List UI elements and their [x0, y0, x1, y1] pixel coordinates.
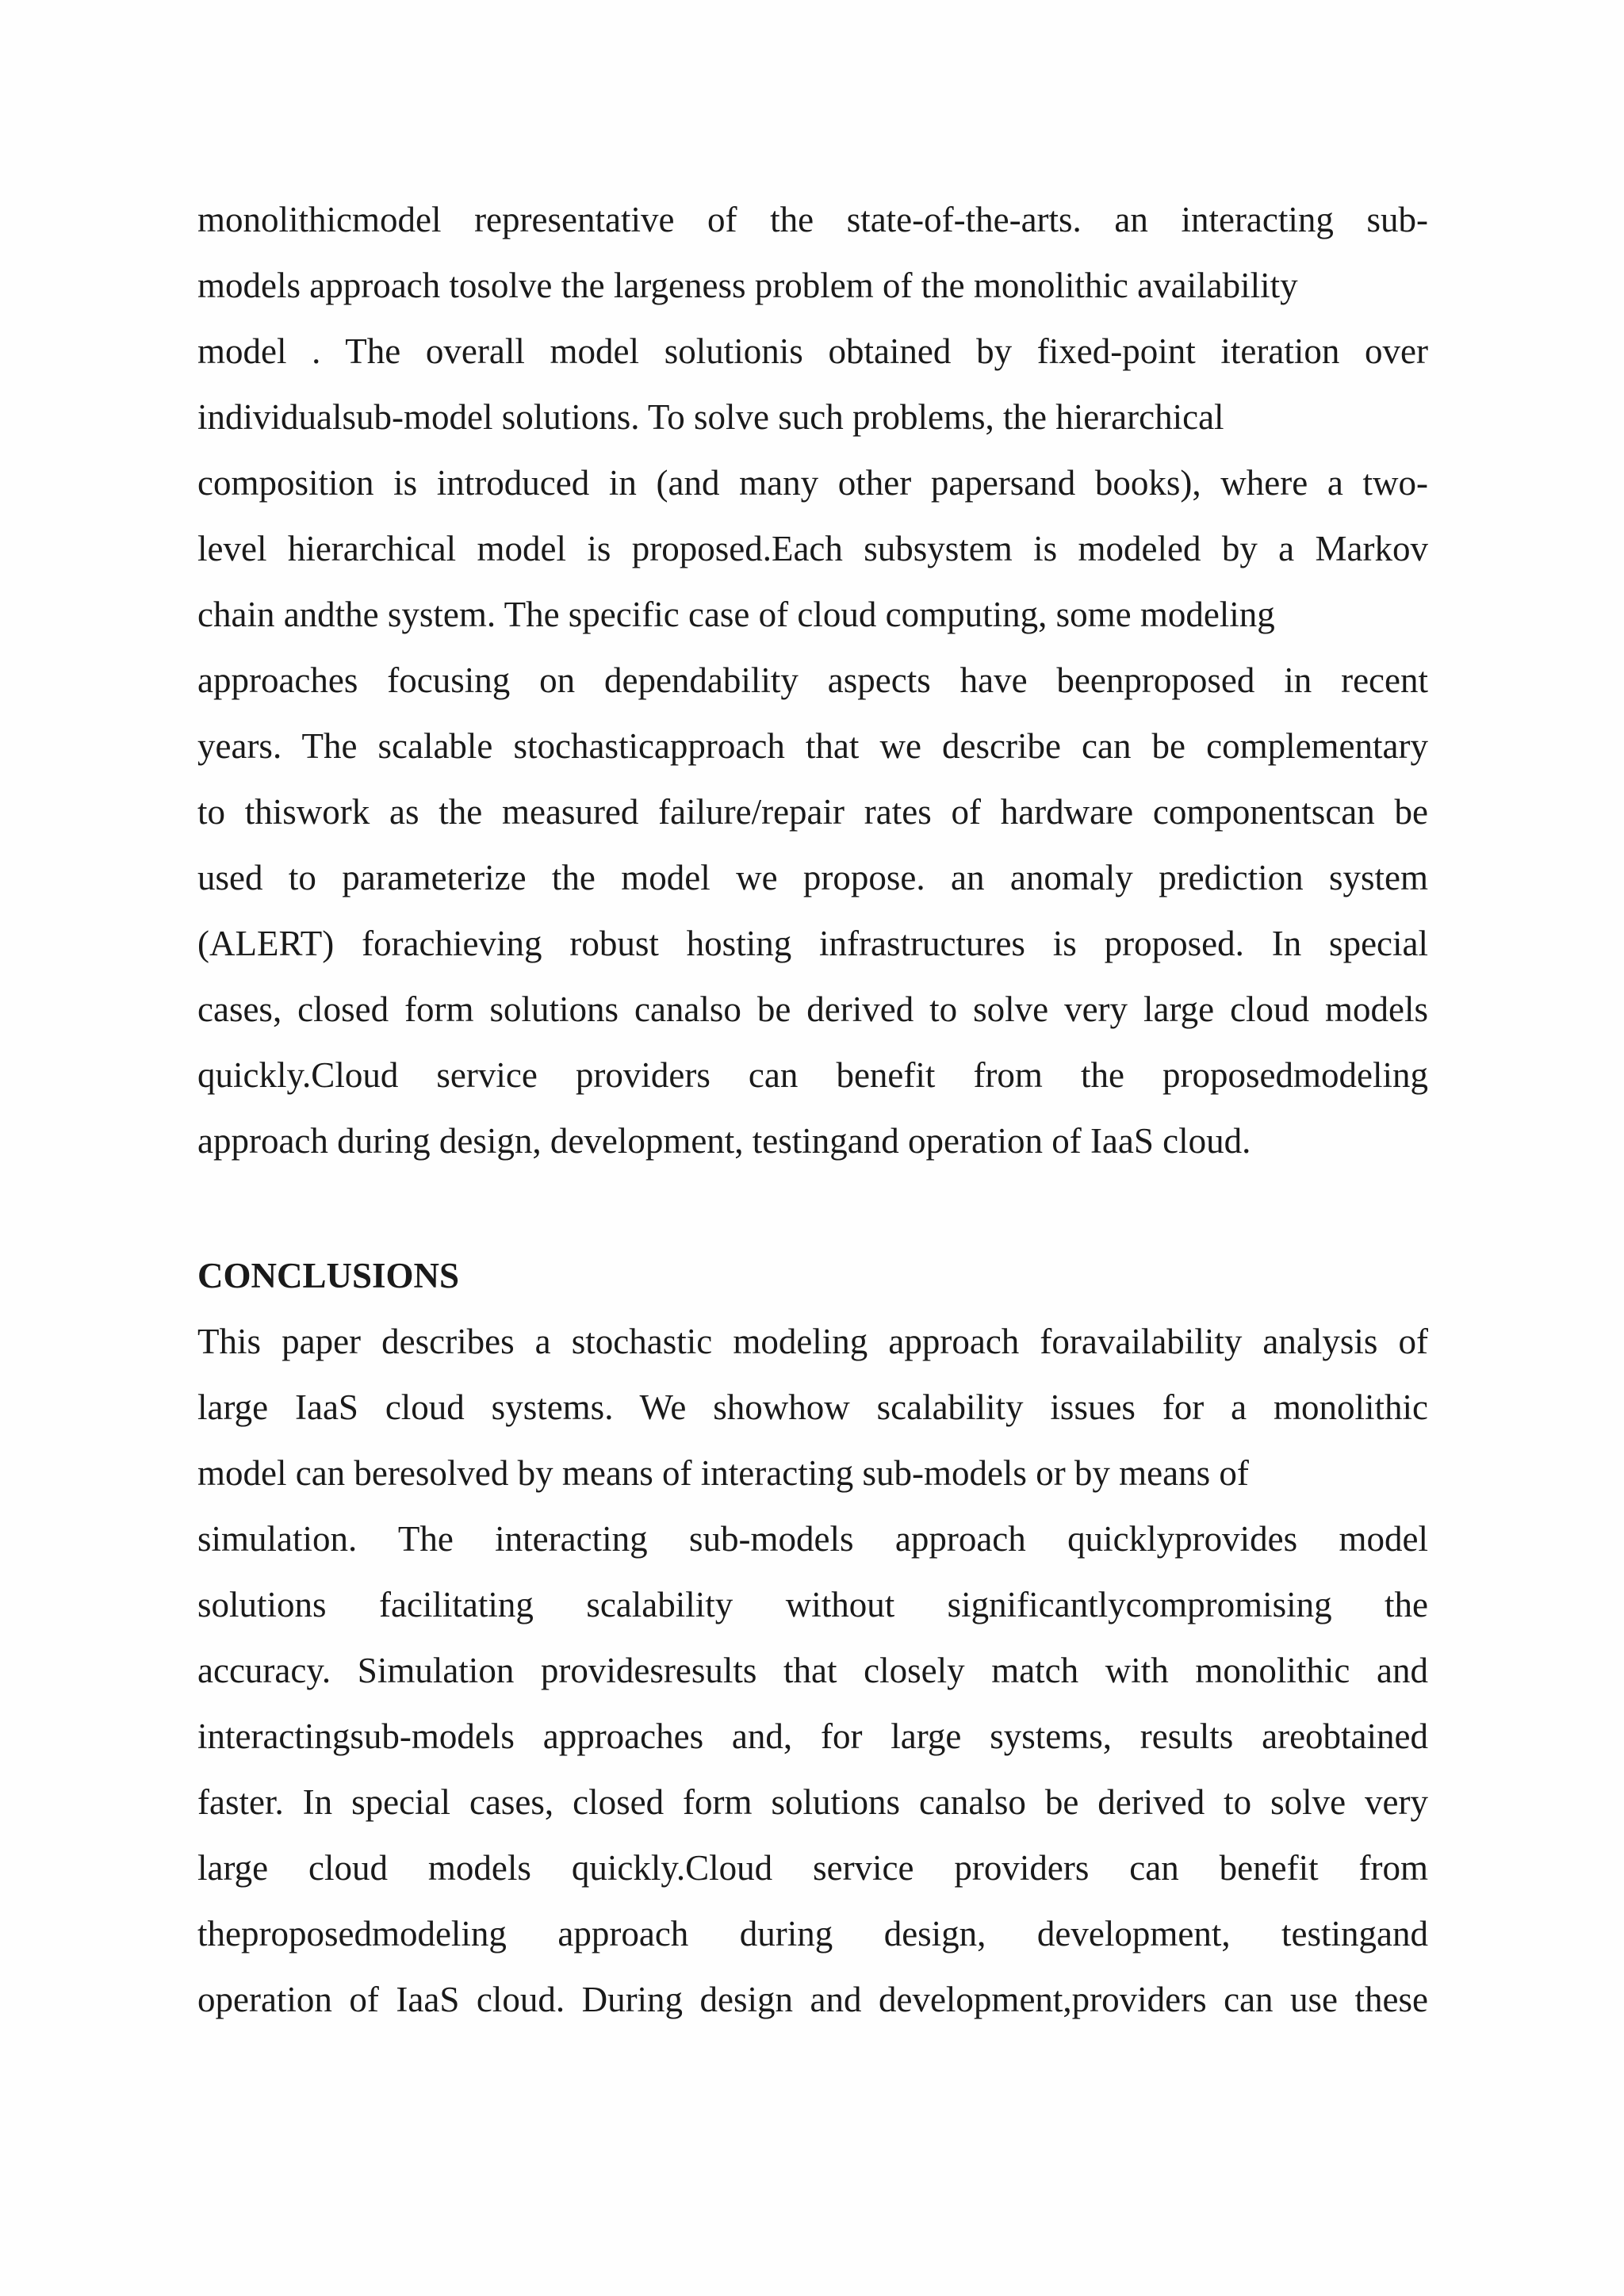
paragraph-line: accuracy. Simulation providesresults that closely match with monolithic and	[197, 1651, 1428, 1690]
paragraph-line: large cloud models quickly.Cloud service providers can benefit from	[197, 1848, 1428, 1888]
paragraph-line: to thiswork as the measured failure/repair rates of hardware componentscan be	[197, 792, 1428, 832]
paragraph-line: (ALERT) forachieving robust hosting infrastructures is proposed. In special	[197, 924, 1428, 963]
paragraph-line: approach during design, development, testingand operation of IaaS cloud.	[197, 1121, 1251, 1161]
paragraph-line: solutions facilitating scalability without significantlycompromising the	[197, 1585, 1428, 1624]
paragraph-line: individualsub-model solutions. To solve such problems, the hierarchical	[197, 397, 1224, 437]
paragraph-line: quickly.Cloud service providers can benefit from the proposedmodeling	[197, 1055, 1428, 1095]
body-paragraph-1	[197, 187, 1428, 1174]
paragraph-line: model can beresolved by means of interacting sub-models or by means of	[197, 1453, 1249, 1493]
paragraph-line: chain andthe system. The specific case of cloud computing, some modeling	[197, 595, 1275, 634]
paragraph-line: monolithicmodel representative of the state-of-the-arts. an interacting sub-	[197, 200, 1428, 239]
paragraph-line: composition is introduced in (and many other papersand books), where a two-	[197, 463, 1428, 503]
paragraph-line: level hierarchical model is proposed.Each subsystem is modeled by a Markov	[197, 529, 1428, 568]
section-heading-conclusions: CONCLUSIONS	[197, 1256, 460, 1295]
paragraph-line: large IaaS cloud systems. We showhow scalability issues for a monolithic	[197, 1387, 1428, 1427]
paragraph-line: used to parameterize the model we propose. an anomaly prediction system	[197, 858, 1428, 897]
paragraph-line: operation of IaaS cloud. During design and development,providers can use these	[197, 1980, 1428, 2019]
paragraph-line: model . The overall model solutionis obtained by fixed-point iteration over	[197, 331, 1428, 371]
paragraph-line: theproposedmodeling approach during design, development, testingand	[197, 1914, 1428, 1954]
body-paragraph-2	[197, 1309, 1428, 2033]
paragraph-line: years. The scalable stochasticapproach that we describe can be complementary	[197, 726, 1428, 766]
paragraph-line: This paper describes a stochastic modeling approach foravailability analysis of	[197, 1322, 1428, 1361]
paragraph-line: faster. In special cases, closed form solutions canalso be derived to solve very	[197, 1782, 1428, 1822]
paragraph-line: approaches focusing on dependability aspects have beenproposed in recent	[197, 660, 1428, 700]
paragraph-line: simulation. The interacting sub-models approach quicklyprovides model	[197, 1519, 1428, 1559]
paragraph-line: models approach tosolve the largeness problem of the monolithic availability	[197, 266, 1298, 305]
paragraph-line: interactingsub-models approaches and, for large systems, results areobtained	[197, 1716, 1428, 1756]
paragraph-line: cases, closed form solutions canalso be derived to solve very large cloud models	[197, 989, 1428, 1029]
